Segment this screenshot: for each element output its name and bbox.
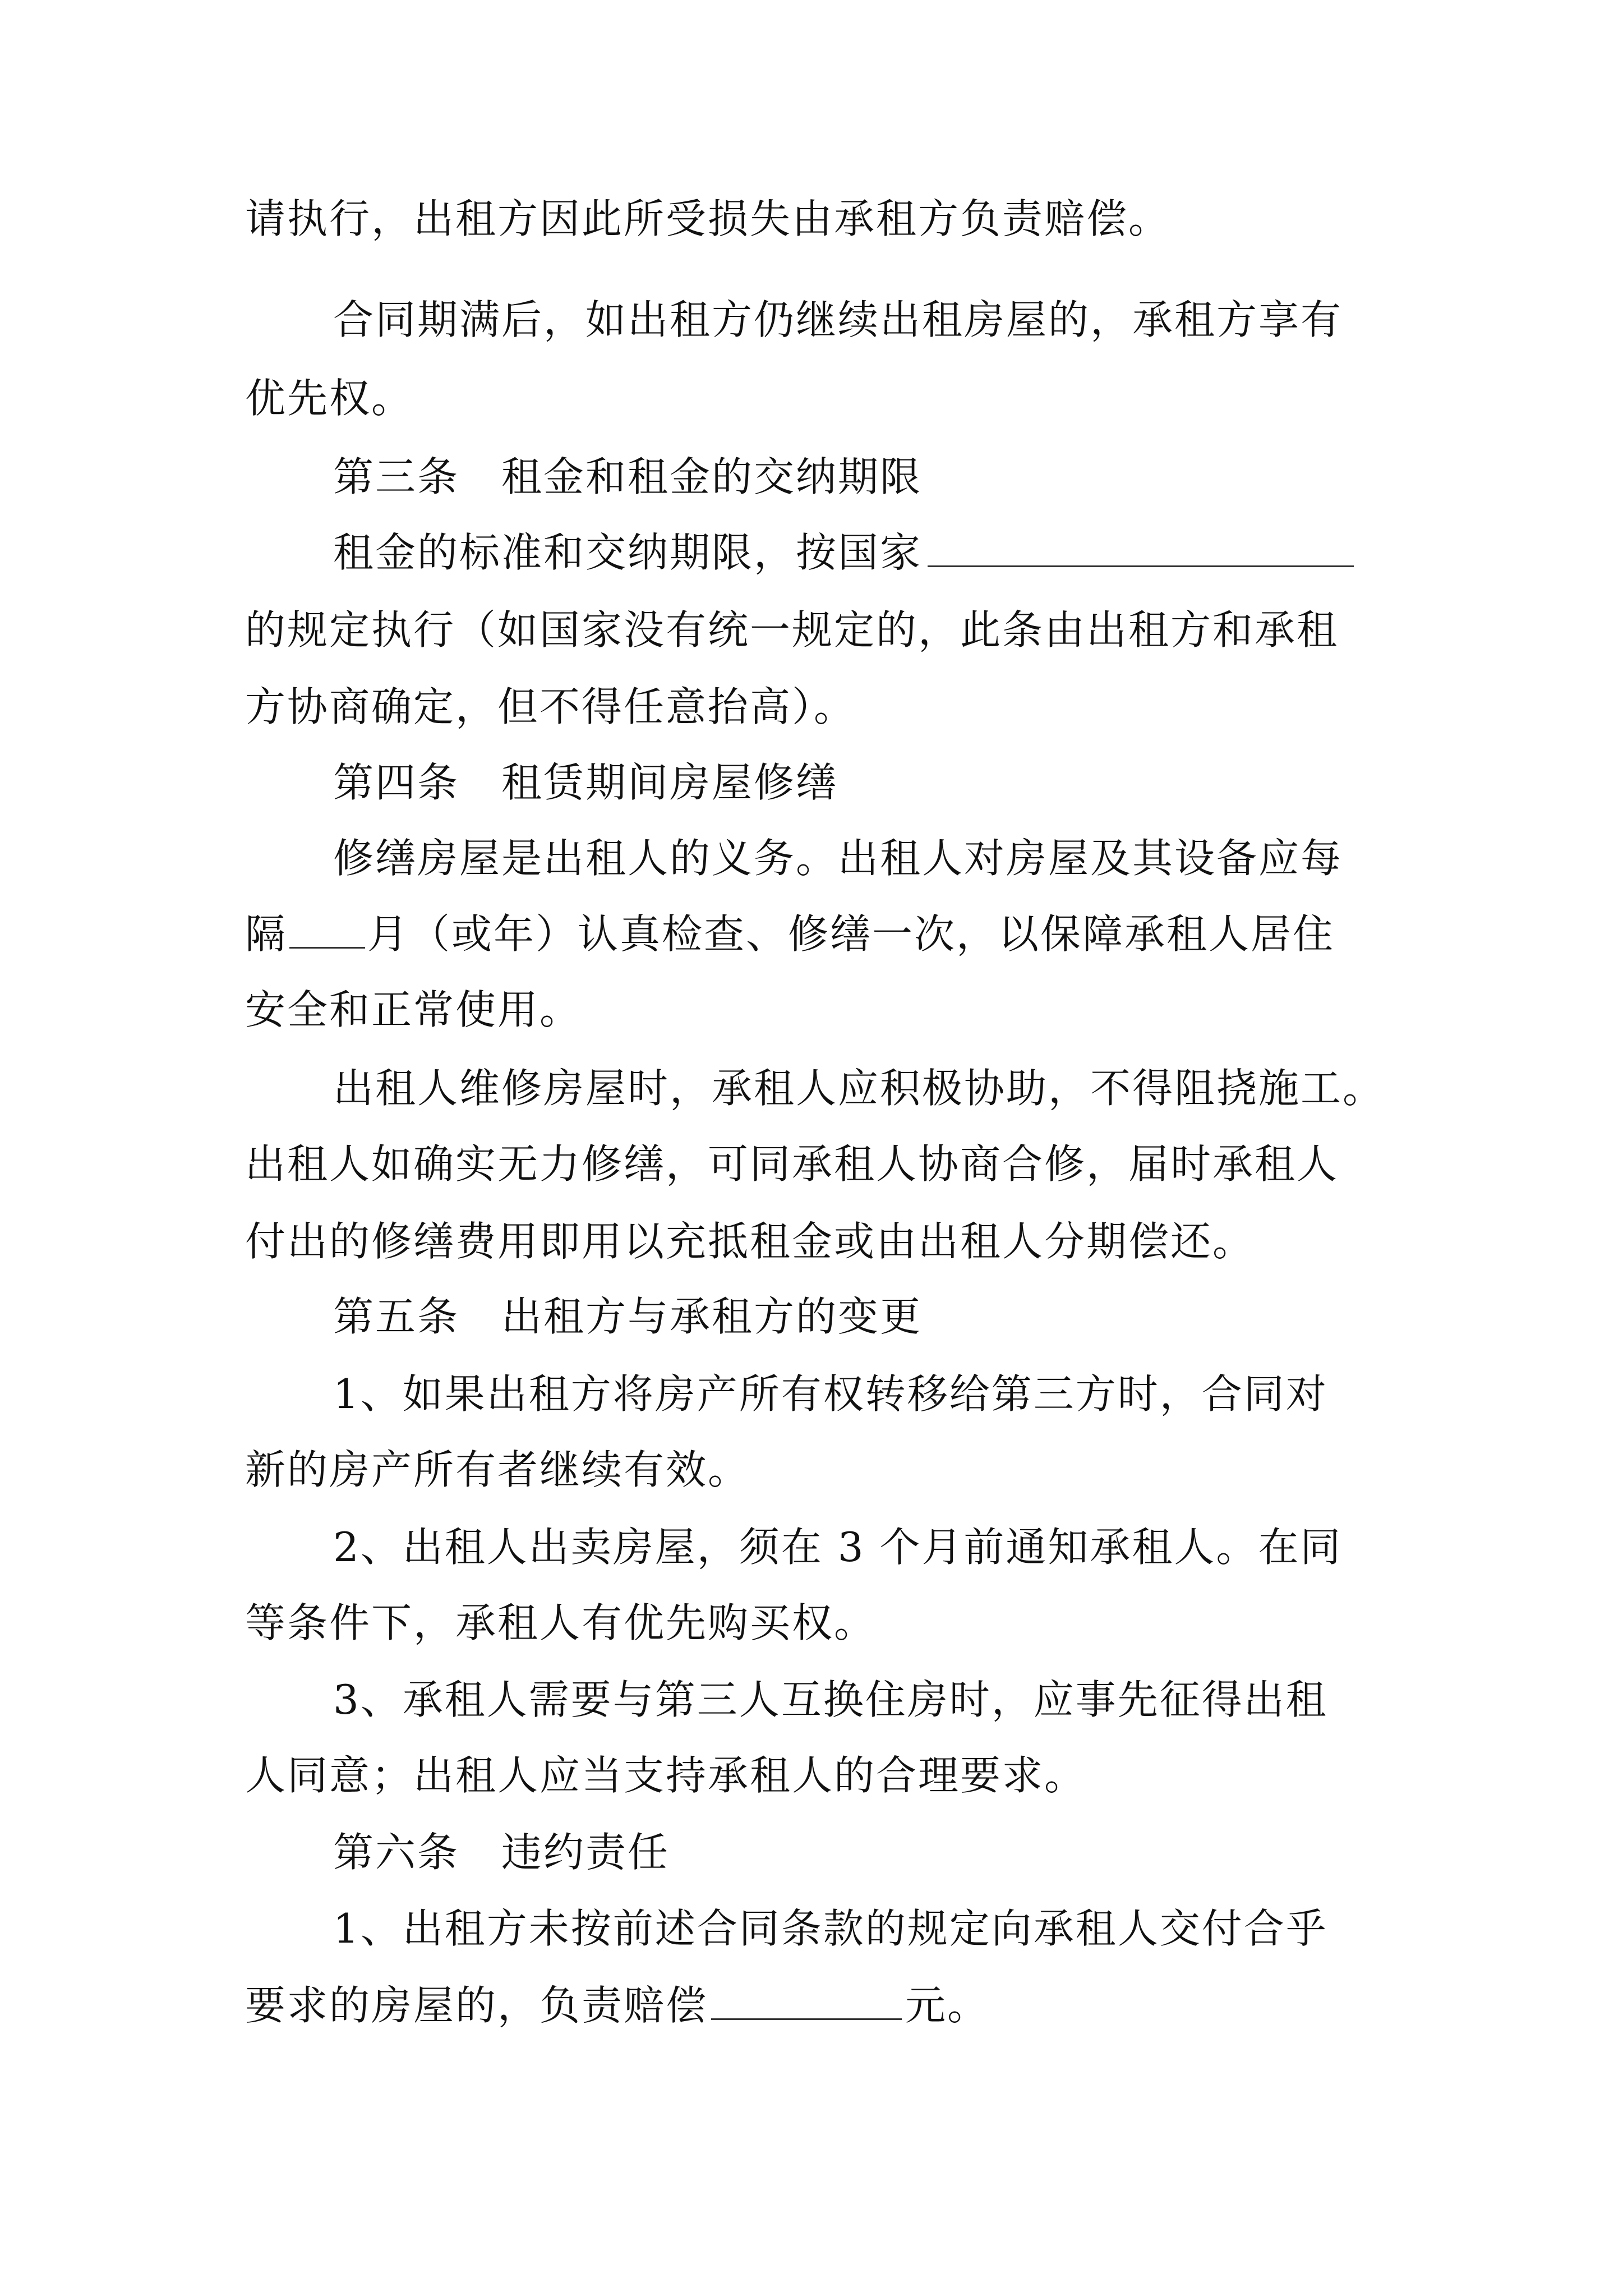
text-line-9: 修缮房屋是出租人的义务。出租人对房屋及其设备应每	[333, 835, 1343, 882]
article-3-heading: 第三条 租金和租金的交纳期限	[333, 453, 923, 500]
fill-blank-line	[711, 1975, 902, 2020]
text-line-14: 付出的修缮费用即用以充抵租金或由出租人分期偿还。	[245, 1218, 1255, 1265]
text-line-21: 人同意；出租人应当支持承租人的合理要求。	[245, 1752, 1087, 1799]
text-line-24-start: 要求的房屋的，负责赔偿	[245, 1982, 708, 2029]
text-line-16: 1、如果出租方将房产所有权转移给第三方时，合同对	[333, 1370, 1328, 1418]
text-line-24	[245, 1975, 989, 2036]
text-line-24-end: 元。	[905, 1982, 990, 2029]
text-line-17: 新的房产所有者继续有效。	[245, 1446, 750, 1493]
text-line-5-text: 租金的标准和交纳期限，按国家	[333, 529, 923, 576]
article-4-heading: 第四条 租赁期间房屋修缮	[333, 759, 838, 806]
text-line-12: 出租人维修房屋时，承租人应积极协助，不得阻挠施工。	[333, 1065, 1385, 1112]
article-6-heading: 第六条 违约责任	[333, 1829, 670, 1876]
fill-blank-line	[928, 522, 1354, 567]
text-line-2: 合同期满后，如出租方仍继续出租房屋的，承租方享有	[333, 296, 1343, 343]
text-line-18: 2、出租人出卖房屋，须在 3 个月前通知承租人。在同	[333, 1524, 1343, 1571]
text-line-7: 方协商确定，但不得任意抬高）。	[245, 683, 856, 730]
text-line-10	[245, 903, 1335, 965]
text-line-10-end: 月（或年）认真检查、修缮一次，以保障承租人居住	[367, 910, 1335, 958]
article-5-heading: 第五条 出租方与承租方的变更	[333, 1293, 923, 1340]
text-line-10-start: 隔	[245, 910, 288, 958]
text-line-20: 3、承租人需要与第三人互换住房时，应事先征得出租	[333, 1676, 1328, 1723]
text-line-6: 的规定执行（如国家没有统一规定的，此条由出租方和承租	[245, 606, 1339, 654]
text-line-23: 1、出租方未按前述合同条款的规定向承租人交付合乎	[333, 1905, 1328, 1952]
text-line-19: 等条件下，承租人有优先购买权。	[245, 1599, 877, 1646]
text-line-5	[333, 522, 1354, 583]
text-line-11: 安全和正常使用。	[245, 986, 582, 1033]
text-line-13: 出租人如确实无力修缮，可同承租人协商合修，届时承租人	[245, 1140, 1339, 1188]
text-line-1: 请执行，出租方因此所受损失由承租方负责赔偿。	[245, 195, 1171, 242]
fill-blank-line	[289, 903, 365, 949]
text-line-3: 优先权。	[245, 375, 414, 422]
